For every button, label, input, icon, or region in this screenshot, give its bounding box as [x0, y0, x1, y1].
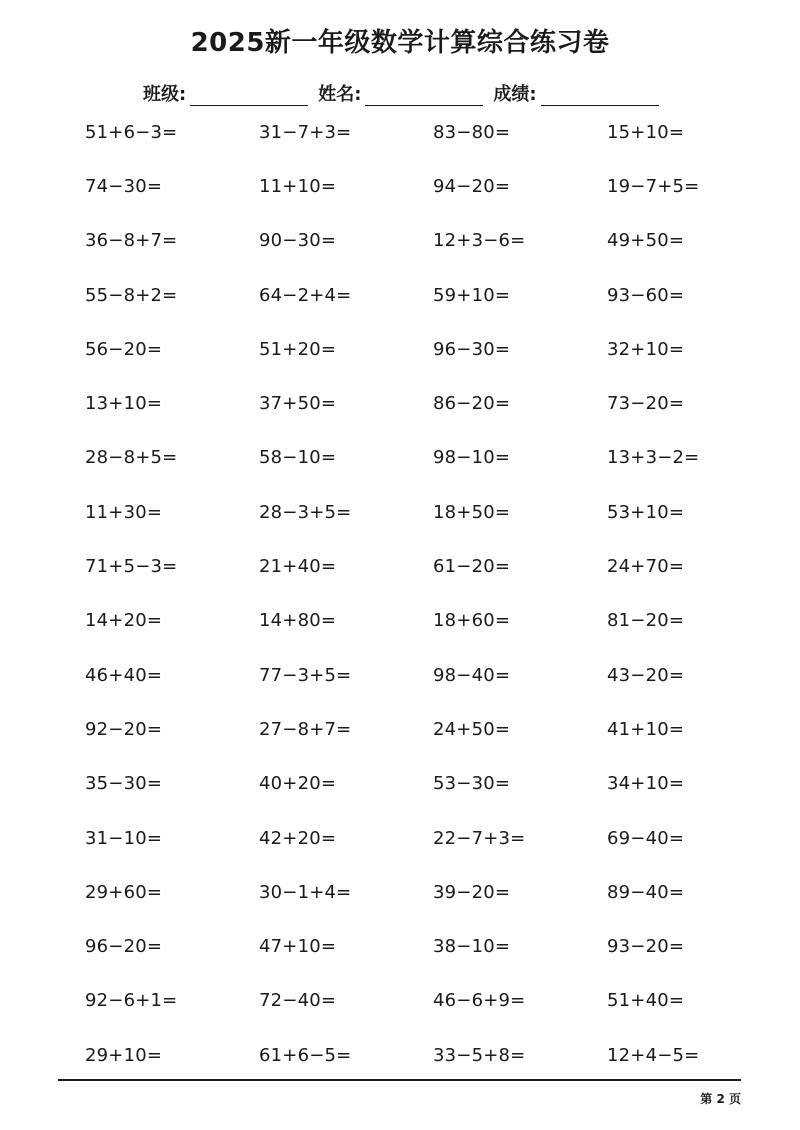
score-blank: [541, 87, 659, 106]
problem-row: [85, 431, 745, 485]
math-problem: 61+6−5=: [259, 1044, 352, 1066]
math-problem: 94−20=: [433, 175, 511, 197]
math-problem: 64−2+4=: [259, 284, 352, 306]
math-problem: 74−30=: [85, 175, 163, 197]
math-problem: 98−10=: [433, 447, 511, 469]
math-problem: 53+10=: [607, 501, 685, 523]
math-problem: 13+3−2=: [607, 447, 700, 469]
problem-row: [85, 105, 745, 159]
problem-row: [85, 322, 745, 376]
problem-row: [85, 1028, 745, 1082]
math-problem: 51+40=: [607, 990, 685, 1012]
math-problem: 43−20=: [607, 664, 685, 686]
math-problem: 46−6+9=: [433, 990, 526, 1012]
math-problem: 96−20=: [85, 936, 163, 958]
math-problem: 92−20=: [85, 718, 163, 740]
name-label: 姓名:: [318, 84, 362, 105]
math-problem: 18+60=: [433, 610, 511, 632]
score-field: [493, 80, 658, 106]
problem-row: [85, 159, 745, 213]
math-problem: 22−7+3=: [433, 827, 526, 849]
score-label: 成绩:: [493, 84, 537, 105]
problem-row: [85, 539, 745, 593]
class-field: [143, 80, 308, 106]
math-problem: 15+10=: [607, 121, 685, 143]
math-problem: 18+50=: [433, 501, 511, 523]
math-problem: 86−20=: [433, 393, 511, 415]
math-problem: 33−5+8=: [433, 1044, 526, 1066]
page-title: 2025新一年级数学计算综合练习卷: [190, 28, 610, 58]
math-problem: 19−7+5=: [607, 175, 700, 197]
math-problem: 24+50=: [433, 718, 511, 740]
math-problem: 55−8+2=: [85, 284, 178, 306]
problem-grid: [85, 105, 745, 1082]
problem-row: [85, 919, 745, 973]
math-problem: 93−20=: [607, 936, 685, 958]
math-problem: 47+10=: [259, 936, 337, 958]
math-problem: 81−20=: [607, 610, 685, 632]
math-problem: 29+10=: [85, 1044, 163, 1066]
math-problem: 28−3+5=: [259, 501, 352, 523]
page-number: 第 2 页: [700, 1092, 741, 1106]
math-problem: 12+4−5=: [607, 1044, 700, 1066]
math-problem: 11+30=: [85, 501, 163, 523]
math-problem: 46+40=: [85, 664, 163, 686]
math-problem: 37+50=: [259, 393, 337, 415]
problem-row: [85, 974, 745, 1028]
math-problem: 41+10=: [607, 718, 685, 740]
math-problem: 90−30=: [259, 230, 337, 252]
math-problem: 29+60=: [85, 881, 163, 903]
math-problem: 42+20=: [259, 827, 337, 849]
math-problem: 89−40=: [607, 881, 685, 903]
math-problem: 72−40=: [259, 990, 337, 1012]
math-problem: 30−1+4=: [259, 881, 352, 903]
math-problem: 59+10=: [433, 284, 511, 306]
problem-row: [85, 376, 745, 430]
problem-row: [85, 865, 745, 919]
math-problem: 36−8+7=: [85, 230, 178, 252]
class-label: 班级:: [143, 84, 187, 105]
math-problem: 58−10=: [259, 447, 337, 469]
math-problem: 14+80=: [259, 610, 337, 632]
math-problem: 31−10=: [85, 827, 163, 849]
math-problem: 40+20=: [259, 773, 337, 795]
math-problem: 13+10=: [85, 393, 163, 415]
name-field: [318, 80, 483, 106]
math-problem: 11+10=: [259, 175, 337, 197]
math-problem: 27−8+7=: [259, 718, 352, 740]
math-problem: 53−30=: [433, 773, 511, 795]
math-problem: 51+20=: [259, 338, 337, 360]
math-problem: 51+6−3=: [85, 121, 178, 143]
footer-divider: [58, 1079, 741, 1081]
name-blank: [365, 87, 483, 106]
math-problem: 38−10=: [433, 936, 511, 958]
math-problem: 28−8+5=: [85, 447, 178, 469]
math-problem: 61−20=: [433, 556, 511, 578]
math-problem: 56−20=: [85, 338, 163, 360]
math-problem: 92−6+1=: [85, 990, 178, 1012]
problem-row: [85, 648, 745, 702]
math-problem: 21+40=: [259, 556, 337, 578]
math-problem: 83−80=: [433, 121, 511, 143]
math-problem: 39−20=: [433, 881, 511, 903]
math-problem: 14+20=: [85, 610, 163, 632]
math-problem: 98−40=: [433, 664, 511, 686]
problem-row: [85, 214, 745, 268]
math-problem: 31−7+3=: [259, 121, 352, 143]
problem-row: [85, 485, 745, 539]
math-problem: 93−60=: [607, 284, 685, 306]
math-problem: 35−30=: [85, 773, 163, 795]
math-problem: 32+10=: [607, 338, 685, 360]
student-info-line: [143, 80, 669, 106]
math-problem: 69−40=: [607, 827, 685, 849]
class-blank: [190, 87, 308, 106]
math-problem: 96−30=: [433, 338, 511, 360]
math-problem: 24+70=: [607, 556, 685, 578]
math-problem: 34+10=: [607, 773, 685, 795]
problem-row: [85, 594, 745, 648]
problem-row: [85, 811, 745, 865]
problem-row: [85, 702, 745, 756]
math-problem: 12+3−6=: [433, 230, 526, 252]
math-problem: 73−20=: [607, 393, 685, 415]
problem-row: [85, 268, 745, 322]
math-problem: 77−3+5=: [259, 664, 352, 686]
problem-row: [85, 757, 745, 811]
math-problem: 49+50=: [607, 230, 685, 252]
math-problem: 71+5−3=: [85, 556, 178, 578]
